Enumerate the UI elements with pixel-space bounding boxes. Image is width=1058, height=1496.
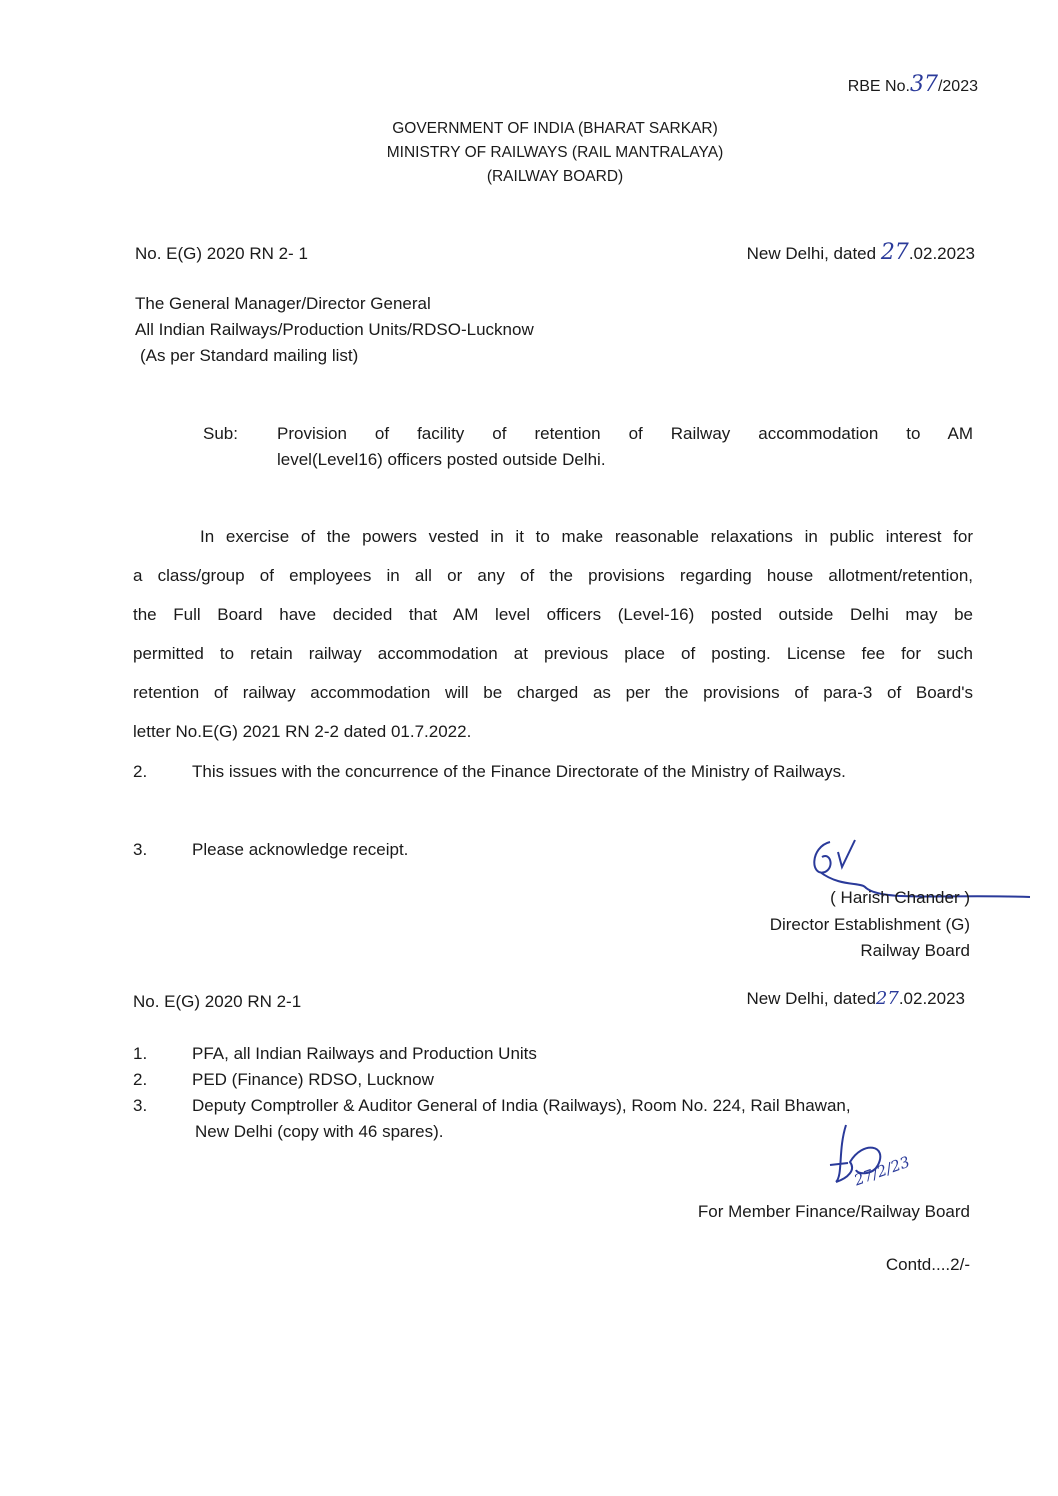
body-line: a class/group of employees in all or any of the provisions regarding house allotment/retention, xyxy=(133,566,973,585)
point-number: 2. xyxy=(133,762,148,781)
header-line-2: MINISTRY OF RAILWAYS (RAIL MANTRALAYA) xyxy=(386,144,724,161)
letter-date xyxy=(747,240,975,265)
continued-note: Contd....2/- xyxy=(885,1255,970,1274)
point-text: Please acknowledge receipt. xyxy=(192,840,409,859)
body-line: In exercise of the powers vested in it to make reasonable relaxations in public interest for xyxy=(200,527,973,546)
date-prefix: New Delhi, dated xyxy=(746,989,876,1008)
copy-signatory: For Member Finance/Railway Board xyxy=(697,1202,970,1221)
date-handwritten-day: 27 xyxy=(875,988,899,1009)
rbe-suffix: /2023 xyxy=(937,78,978,95)
subject-line-2: level(Level16) officers posted outside Delhi. xyxy=(277,450,606,469)
signature-date: 27/2/23 xyxy=(851,1152,913,1190)
copy-item-number: 2. xyxy=(133,1070,148,1089)
date-suffix: .02.2023 xyxy=(898,989,965,1008)
body-line: permitted to retain railway accommodation at previous place of posting. License fee for such xyxy=(133,644,973,663)
addressee-line: All Indian Railways/Production Units/RDSO-Lucknow xyxy=(135,320,534,339)
signatory-office: Railway Board xyxy=(860,941,970,960)
subject-line-1: Provision of facility of retention of Railway accommodation to AM xyxy=(277,424,973,443)
copy-item-text: PFA, all Indian Railways and Production Units xyxy=(192,1044,537,1063)
addressee-line: The General Manager/Director General xyxy=(135,294,431,313)
rbe-number xyxy=(848,72,978,97)
copy-item-number: 3. xyxy=(133,1096,148,1115)
addressee-line: (As per Standard mailing list) xyxy=(140,346,359,365)
signatory-designation: Director Establishment (G) xyxy=(769,915,970,934)
rbe-handwritten-number: 37 xyxy=(909,72,938,97)
date-handwritten-day: 27 xyxy=(880,240,909,265)
date-prefix: New Delhi, dated xyxy=(746,244,881,263)
body-line: retention of railway accommodation will be charged as per the provisions of para-3 of Board's xyxy=(133,683,973,702)
signatory-name: ( Harish Chander ) xyxy=(830,888,970,907)
header-line-1: GOVERNMENT OF INDIA (BHARAT SARKAR) xyxy=(392,120,718,137)
subject-label: Sub: xyxy=(203,424,238,443)
header-line-3: (RAILWAY BOARD) xyxy=(486,168,624,185)
body-line: the Full Board have decided that AM level officers (Level-16) posted outside Delhi may be xyxy=(133,605,973,624)
copy-item-text-cont: New Delhi (copy with 46 spares). xyxy=(195,1122,444,1141)
copy-letter-number: No. E(G) 2020 RN 2-1 xyxy=(133,992,302,1011)
letter-number: No. E(G) 2020 RN 2- 1 xyxy=(135,244,308,263)
copy-item-number: 1. xyxy=(133,1044,148,1063)
body-line: letter No.E(G) 2021 RN 2-2 dated 01.7.2022. xyxy=(133,722,472,741)
date-suffix: .02.2023 xyxy=(908,244,975,263)
point-text: This issues with the concurrence of the Finance Directorate of the Ministry of Railways. xyxy=(192,762,846,781)
signature-member-finance xyxy=(818,1120,938,1200)
rbe-prefix: RBE No. xyxy=(847,78,910,95)
copy-letter-date xyxy=(746,988,965,1009)
copy-item-text: Deputy Comptroller & Auditor General of India (Railways), Room No. 224, Rail Bhawan, xyxy=(192,1096,851,1115)
copy-item-text: PED (Finance) RDSO, Lucknow xyxy=(192,1070,434,1089)
point-number: 3. xyxy=(133,840,148,859)
